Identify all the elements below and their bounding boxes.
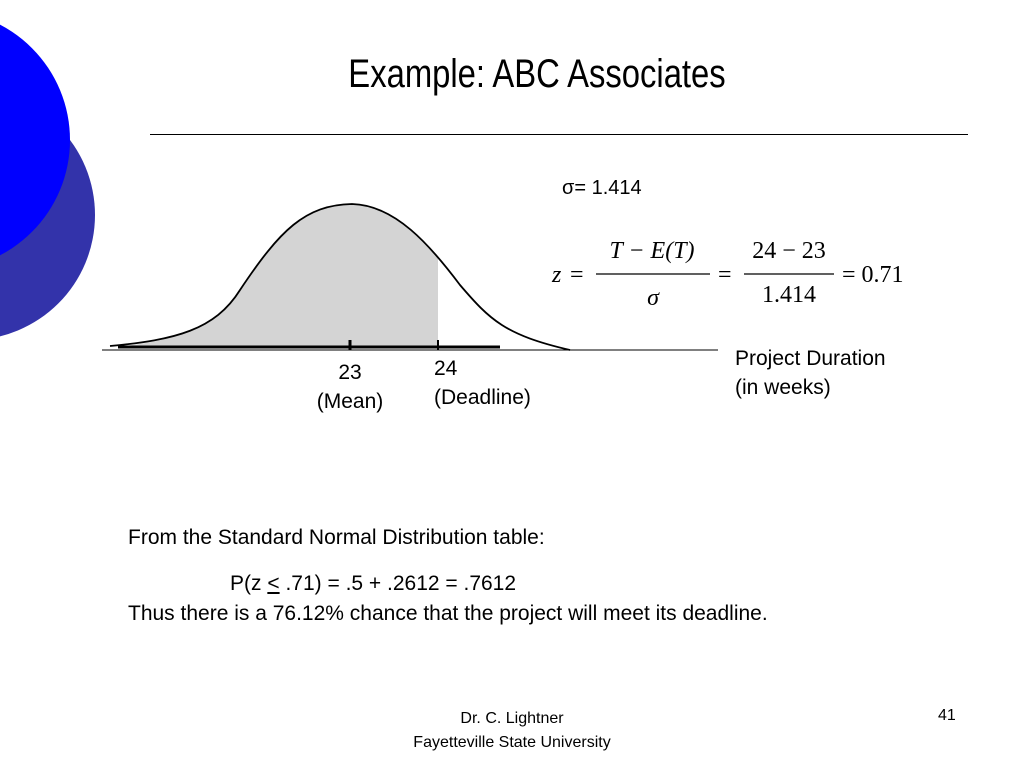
page-number: 41 — [938, 707, 956, 724]
formula-numerator-symbolic: T − E(T) — [609, 238, 695, 264]
probability-line — [128, 569, 768, 599]
prob-prefix: P(z — [230, 572, 268, 595]
normal-curve-diagram — [0, 0, 740, 420]
axis-label — [735, 344, 886, 402]
prob-rest: .71) = .5 + .2612 = .7612 — [279, 572, 517, 595]
slide-title: Example: ABC Associates — [348, 52, 726, 96]
footer-institution: Fayetteville State University — [413, 734, 611, 751]
deadline-caption: (Deadline) — [434, 386, 531, 409]
axis-label-line2: (in weeks) — [735, 376, 831, 399]
formula-denominator-symbolic: σ — [647, 285, 659, 311]
conclusion-line: Thus there is a 76.12% chance that the project will meet its deadline. — [128, 602, 768, 625]
footer-author — [362, 707, 662, 755]
formula-equals-1: = — [570, 262, 584, 288]
formula-numerator-numeric: 24 − 23 — [752, 238, 826, 264]
sigma-value: σ= 1.414 — [562, 177, 642, 199]
shaded-probability-area — [118, 204, 438, 347]
body-text — [128, 523, 768, 629]
formula-equals-2: = — [718, 262, 732, 288]
less-equal-symbol: < — [267, 572, 280, 595]
footer-author-name: Dr. C. Lightner — [460, 710, 564, 727]
axis-label-line1: Project Duration — [735, 347, 886, 370]
mean-value: 23 — [338, 361, 362, 384]
body-line-table-ref: From the Standard Normal Distribution table: — [128, 526, 545, 549]
formula-result: = 0.71 — [842, 262, 904, 288]
formula-denominator-numeric: 1.414 — [762, 282, 816, 308]
formula-z: z — [552, 262, 562, 288]
mean-caption: (Mean) — [316, 390, 384, 413]
mean-label — [300, 358, 400, 416]
deadline-label — [434, 354, 531, 412]
deadline-value: 24 — [434, 357, 458, 380]
